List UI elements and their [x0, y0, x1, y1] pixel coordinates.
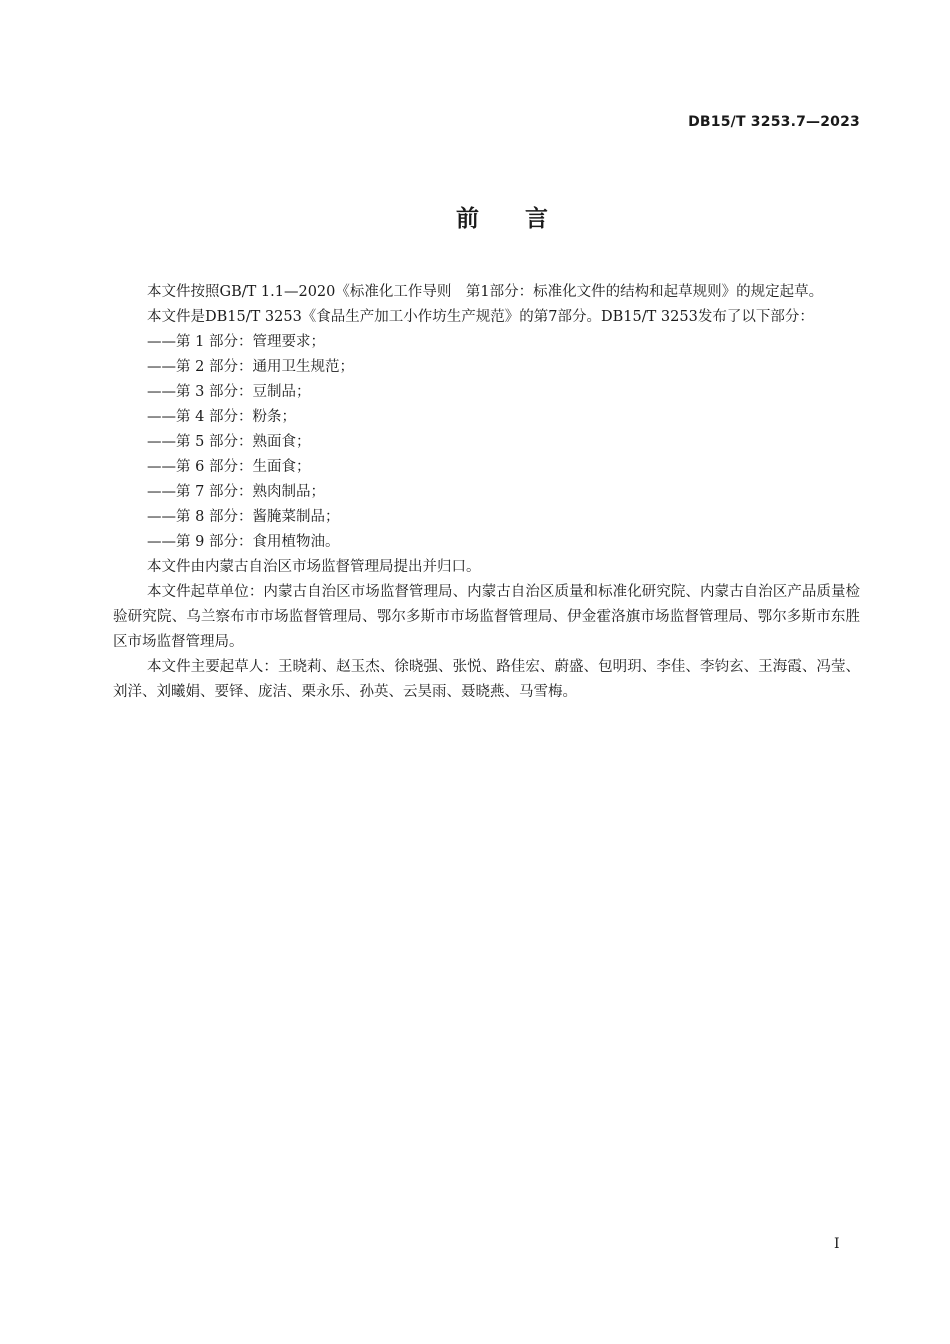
list-item-part-7: ——第 7 部分：熟肉制品； — [147, 484, 325, 500]
title-char-1: 前 — [456, 206, 479, 232]
page-title — [0, 200, 950, 233]
list-item-part-8: ——第 8 部分：酱腌菜制品； — [147, 509, 340, 525]
list-item-part-9: ——第 9 部分：食用植物油。 — [147, 534, 340, 550]
list-item-part-2: ——第 2 部分：通用卫生规范； — [147, 359, 354, 375]
document-code: DB15/T 3253.7—2023 — [688, 114, 860, 130]
list-item-part-1: ——第 1 部分：管理要求； — [147, 334, 325, 350]
paragraph-proposer: 本文件由内蒙古自治区市场监督管理局提出并归口。 — [147, 559, 481, 575]
title-char-2: 言 — [525, 206, 548, 232]
list-item-part-5: ——第 5 部分：熟面食； — [147, 434, 311, 450]
paragraph-drafting-basis: 本文件按照GB/T 1.1—2020《标准化工作导则 第1部分：标准化文件的结构和起草规则》的规定起草。 — [147, 284, 824, 300]
paragraph-drafting-units: 本文件起草单位：内蒙古自治区市场监督管理局、内蒙古自治区质量和标准化研究院、内蒙古自治区产品质量检验研究院、乌兰察布市市场监督管理局、鄂尔多斯市市场监督管理局、伊金霍洛旗市场监督管理局、鄂尔多斯市东胜区市场监督管理局。 — [113, 584, 860, 650]
list-item-part-4: ——第 4 部分：粉条； — [147, 409, 296, 425]
list-item-part-6: ——第 6 部分：生面食； — [147, 459, 311, 475]
list-item-part-3: ——第 3 部分：豆制品； — [147, 384, 311, 400]
foreword-body — [113, 280, 860, 705]
page-number: I — [834, 1236, 840, 1252]
paragraph-series-intro: 本文件是DB15/T 3253《食品生产加工小作坊生产规范》的第7部分。DB15/T 3253发布了以下部分： — [147, 309, 814, 325]
paragraph-drafters: 本文件主要起草人：王晓莉、赵玉杰、徐晓强、张悦、路佳宏、蔚盛、包明玥、李佳、李钧玄、王海霞、冯莹、刘洋、刘曦娟、要铎、庞洁、栗永乐、孙英、云昊雨、聂晓燕、马雪梅。 — [113, 659, 860, 700]
